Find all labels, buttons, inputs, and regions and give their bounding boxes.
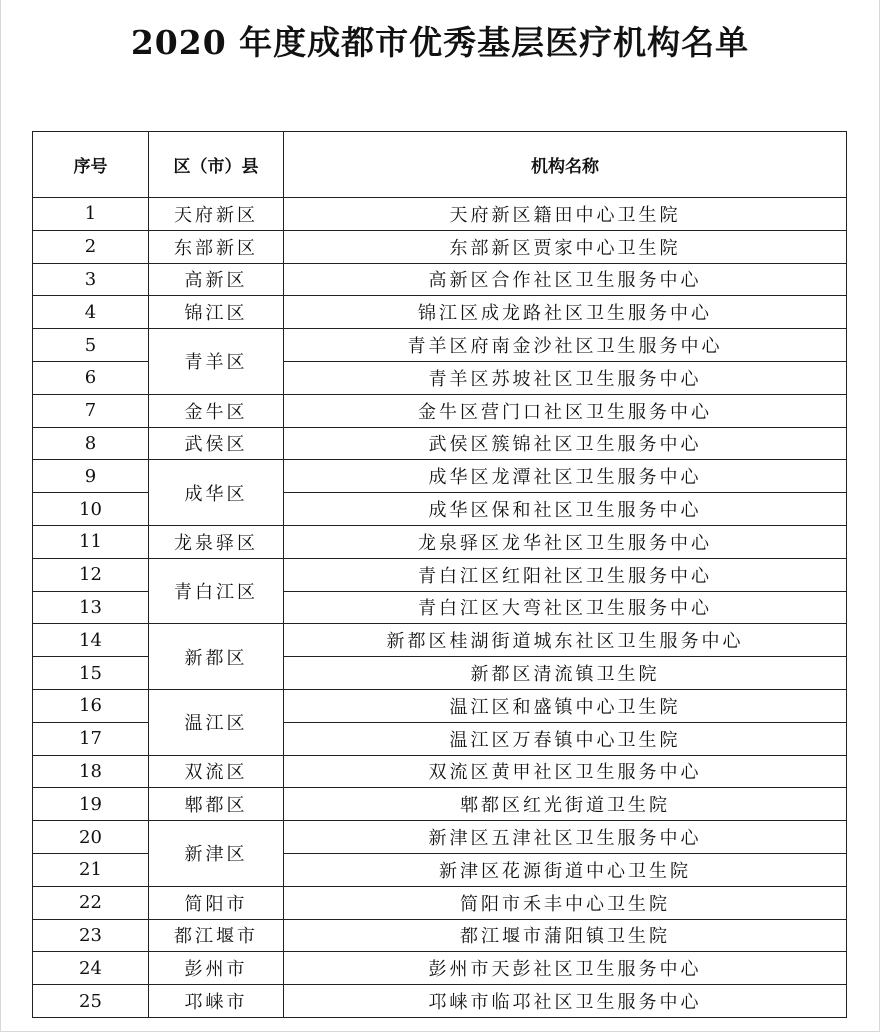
- district-cell: 新都区: [149, 624, 284, 690]
- institution-name-cell: 高新区合作社区卫生服务中心: [284, 263, 847, 296]
- institution-name-cell: 邛崃市临邛社区卫生服务中心: [284, 985, 847, 1018]
- table-row: [33, 427, 847, 460]
- table-header-row: [33, 132, 847, 198]
- table-row: [33, 230, 847, 263]
- row-number: 21: [33, 853, 149, 886]
- row-number: 17: [33, 722, 149, 755]
- district-cell: 郫都区: [149, 788, 284, 821]
- table-row: [33, 919, 847, 952]
- table-row: [33, 689, 847, 722]
- district-cell: 高新区: [149, 263, 284, 296]
- row-number: 15: [33, 657, 149, 690]
- district-cell: 简阳市: [149, 886, 284, 919]
- row-number: 5: [33, 329, 149, 362]
- table-row: [33, 263, 847, 296]
- district-cell: 彭州市: [149, 952, 284, 985]
- district-cell: 都江堰市: [149, 919, 284, 952]
- row-number: 14: [33, 624, 149, 657]
- institution-name-cell: 青羊区府南金沙社区卫生服务中心: [284, 329, 847, 362]
- institution-name-cell: 温江区万春镇中心卫生院: [284, 722, 847, 755]
- table-row: [33, 525, 847, 558]
- institution-name-cell: 成华区保和社区卫生服务中心: [284, 493, 847, 526]
- institution-name-cell: 简阳市禾丰中心卫生院: [284, 886, 847, 919]
- header-institution: 机构名称: [284, 132, 847, 198]
- district-cell: 金牛区: [149, 394, 284, 427]
- institution-name-cell: 金牛区营门口社区卫生服务中心: [284, 394, 847, 427]
- table-row: [33, 460, 847, 493]
- table-body: [33, 198, 847, 1018]
- row-number: 8: [33, 427, 149, 460]
- district-cell: 武侯区: [149, 427, 284, 460]
- row-number: 1: [33, 198, 149, 231]
- district-cell: 天府新区: [149, 198, 284, 231]
- row-number: 12: [33, 558, 149, 591]
- district-cell: 双流区: [149, 755, 284, 788]
- table-row: [33, 788, 847, 821]
- row-number: 7: [33, 394, 149, 427]
- table-row: [33, 394, 847, 427]
- institution-name-cell: 青羊区苏坡社区卫生服务中心: [284, 361, 847, 394]
- row-number: 22: [33, 886, 149, 919]
- row-number: 9: [33, 460, 149, 493]
- institution-name-cell: 新津区花源街道中心卫生院: [284, 853, 847, 886]
- table-row: [33, 198, 847, 231]
- row-number: 23: [33, 919, 149, 952]
- institution-name-cell: 天府新区籍田中心卫生院: [284, 198, 847, 231]
- institution-name-cell: 东部新区贾家中心卫生院: [284, 230, 847, 263]
- row-number: 11: [33, 525, 149, 558]
- institution-table: [32, 131, 847, 1018]
- row-number: 3: [33, 263, 149, 296]
- header-seq: 序号: [33, 132, 149, 198]
- district-cell: 锦江区: [149, 296, 284, 329]
- institution-name-cell: 青白江区红阳社区卫生服务中心: [284, 558, 847, 591]
- row-number: 18: [33, 755, 149, 788]
- row-number: 13: [33, 591, 149, 624]
- table-row: [33, 558, 847, 591]
- district-cell: 龙泉驿区: [149, 525, 284, 558]
- institution-name-cell: 郫都区红光街道卫生院: [284, 788, 847, 821]
- table-row: [33, 985, 847, 1018]
- district-cell: 成华区: [149, 460, 284, 526]
- row-number: 20: [33, 821, 149, 854]
- institution-name-cell: 新都区桂湖街道城东社区卫生服务中心: [284, 624, 847, 657]
- district-cell: 青白江区: [149, 558, 284, 624]
- institution-name-cell: 彭州市天彭社区卫生服务中心: [284, 952, 847, 985]
- district-cell: 青羊区: [149, 329, 284, 395]
- row-number: 10: [33, 493, 149, 526]
- district-cell: 东部新区: [149, 230, 284, 263]
- district-cell: 温江区: [149, 689, 284, 755]
- row-number: 19: [33, 788, 149, 821]
- institution-name-cell: 新津区五津社区卫生服务中心: [284, 821, 847, 854]
- district-cell: 新津区: [149, 821, 284, 887]
- table-row: [33, 296, 847, 329]
- institution-name-cell: 成华区龙潭社区卫生服务中心: [284, 460, 847, 493]
- institution-name-cell: 青白江区大弯社区卫生服务中心: [284, 591, 847, 624]
- institution-name-cell: 都江堰市蒲阳镇卫生院: [284, 919, 847, 952]
- row-number: 16: [33, 689, 149, 722]
- row-number: 6: [33, 361, 149, 394]
- row-number: 2: [33, 230, 149, 263]
- institution-name-cell: 新都区清流镇卫生院: [284, 657, 847, 690]
- row-number: 24: [33, 952, 149, 985]
- table-row: [33, 952, 847, 985]
- institution-name-cell: 温江区和盛镇中心卫生院: [284, 689, 847, 722]
- table-row: [33, 329, 847, 362]
- table-row: [33, 821, 847, 854]
- table-row: [33, 755, 847, 788]
- table-row: [33, 886, 847, 919]
- district-cell: 邛崃市: [149, 985, 284, 1018]
- institution-name-cell: 龙泉驿区龙华社区卫生服务中心: [284, 525, 847, 558]
- institution-name-cell: 双流区黄甲社区卫生服务中心: [284, 755, 847, 788]
- institution-name-cell: 锦江区成龙路社区卫生服务中心: [284, 296, 847, 329]
- row-number: 4: [33, 296, 149, 329]
- institution-name-cell: 武侯区簇锦社区卫生服务中心: [284, 427, 847, 460]
- row-number: 25: [33, 985, 149, 1018]
- page-title: 2020 年度成都市优秀基层医疗机构名单: [130, 23, 750, 62]
- table-row: [33, 624, 847, 657]
- header-district: 区（市）县: [149, 132, 284, 198]
